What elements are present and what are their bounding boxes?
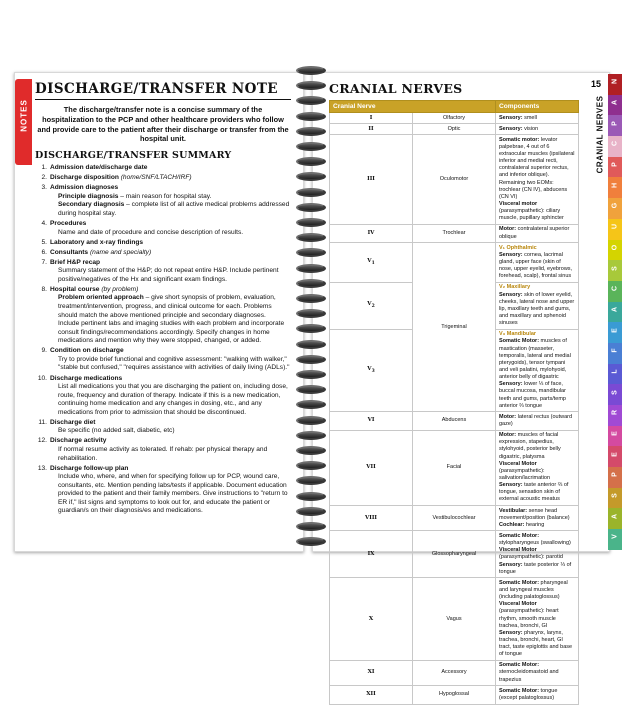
section-heading: DISCHARGE/TRANSFER SUMMARY [35,150,232,162]
index-tab-label: V [611,534,619,540]
nerve-components: Sensory: vision [496,124,579,135]
list-item-title: Discharge diet [50,418,96,426]
cranial-nerves-title: CRANIAL NERVES [329,81,463,96]
spiral-coil [296,476,326,485]
table-row [330,506,579,531]
page-title: DISCHARGE/TRANSFER NOTE [35,81,278,97]
nerve-roman-numeral: XI [330,660,413,685]
list-item-number: 9. [41,347,47,355]
left-page-content [35,81,291,543]
list-item-subline: Include pertinent labs and imaging studies with each problem and incorporate consult findings/recommendations accordingly. Specify changes in home medications and mention why they were stopped, changed, or added. [58,320,285,345]
nerve-name: Olfactory [413,113,496,124]
notes-tab[interactable] [15,79,32,165]
spiral-coil [296,431,326,440]
spiral-coil [296,324,326,333]
list-item-body: Be specific (no added salt, diabetic, etc) [58,427,175,435]
nerve-roman-numeral: I [330,113,413,124]
list-item-number: 3. [41,184,47,192]
table-header-row [330,101,579,113]
nerve-name: Trigeminal [413,243,496,412]
nerve-roman-numeral: $V_1$ [330,243,413,283]
nerve-roman-numeral: III [330,135,413,225]
list-item-title: Hospital course [50,285,100,293]
index-tab-v-22[interactable] [608,529,622,550]
list-item-title: Brief H&P recap [50,258,101,266]
spiral-coil [296,188,326,197]
left-page [14,72,304,552]
nerve-name: Accessory [413,660,496,685]
list-item-title: Condition on discharge [50,347,124,355]
nerve-roman-numeral: IV [330,224,413,242]
spiral-coil [296,370,326,379]
index-tab-label: P [611,472,619,478]
nerve-roman-numeral: IX [330,531,413,578]
list-item-body: Include who, where, and when for specifying follow up for PCP, wound care, consultants, etc. Mention pending labs/tests if applicable. Document education provided to the patient and their family members. Give instructions to "return to ER if," list signs and symptoms to look out for, and educate the patient or guardian/s on their diagnosis/es and medications. [58,473,288,515]
spiral-coil [296,309,326,318]
cranial-nerves-table [329,100,579,705]
spiral-coil [296,400,326,409]
index-tab-label: N [611,79,619,85]
nerve-components: Motor: lateral rectus (outward gaze) [496,412,579,430]
index-tab-label: C [611,286,619,292]
right-page-content [329,81,579,705]
spiral-coil [296,537,326,546]
spiral-coil [296,416,326,425]
list-item [35,419,291,436]
table-row [330,686,579,704]
column-header-components: Components [496,101,579,113]
list-item-body: Try to provide brief functional and cognitive assessment: "walking with walker," "stable but confused," "requires assistance with activities of daily living (ADLs)." [58,355,290,372]
spiral-coil [296,461,326,470]
list-item [35,465,291,516]
spiral-coil [296,385,326,394]
spiral-coil [296,157,326,166]
spiral-coil [296,112,326,121]
list-item [35,286,291,346]
spiral-coil [296,81,326,90]
nerve-name: Vestibulocochlear [413,506,496,531]
index-tab-label: P [611,162,619,167]
right-page [312,72,610,701]
vertical-section-label [592,78,606,198]
page-number: 15 [590,79,601,89]
index-tab-label: E [611,451,619,457]
index-tab-label: U [611,224,619,230]
table-row [330,135,579,225]
table-row [330,113,579,124]
list-item-subline: Problem oriented approach – give short synopsis of problem, evaluation, treatment/intervention, progress, and clinical outcome for each. Problems should match the above mentioned principle and secondary diagnoses. [58,294,276,319]
list-item-title: Discharge activity [50,437,107,445]
index-tab-label: H [611,182,619,188]
list-item [35,174,291,183]
list-item-title: Discharge follow-up plan [50,464,129,472]
nerve-components: V₂ Maxillary Sensory: skin of lower eyelid, cheeks, lateral nose and upper lip, maxillary teeth and gums, and maxillary and sphenoid sinuses [496,282,579,329]
spiral-coil [296,279,326,288]
index-tab-strip[interactable] [608,74,622,550]
list-item-number: 1. [41,164,47,172]
spiral-notebook [14,72,608,701]
list-item-title: Laboratory and x-ray findings [50,238,144,246]
list-item [35,184,291,218]
index-tab-label: A [611,306,619,312]
title-divider [35,99,291,100]
nerve-components: Motor: contralateral superior oblique [496,224,579,242]
list-item-title: Discharge medications [50,374,123,382]
nerve-name: Vagus [413,578,496,661]
list-item-number: 4. [41,219,47,227]
list-item-number: 8. [41,285,47,293]
list-item [35,220,291,237]
spiral-coil [296,355,326,364]
spiral-coil [296,492,326,501]
table-row [330,124,579,135]
list-item-number: 2. [41,174,47,182]
nerve-components: Somatic Motor: sternocleidomastoid and trapezius [496,660,579,685]
list-item-title: Discharge disposition [50,174,119,182]
nerve-name: Optic [413,124,496,135]
nerve-roman-numeral: $V_3$ [330,329,413,412]
list-item-subline: Principle diagnosis – main reason for hospital stay. [58,192,212,200]
index-tab-label: S [611,389,619,395]
nerve-components: Somatic Motor: tongue (except palatoglossus) [496,686,579,704]
spiral-coil [296,66,326,75]
list-item-note: (name and specialty) [89,248,152,256]
nerve-roman-numeral: XII [330,686,413,704]
spiral-coil [296,142,326,151]
nerve-roman-numeral: II [330,124,413,135]
nerve-name: Glossopharyngeal [413,531,496,578]
spiral-coil [296,172,326,181]
nerve-name: Trochlear [413,224,496,242]
list-item-number: 5. [41,238,47,246]
nerve-components: Somatic motor: levator palpebrae, 4 out of 6 extraocular muscles (ipsilateral inferior and medial recti, contralateral superior rectus, and inferior oblique). Remaining two EOMs: trochlear (CN IV), abducens (CN VI) Visceral motor (parasympathetic): ciliary muscle, pupillary sphincter [496,135,579,225]
list-item [35,164,291,173]
notes-tab-label: NOTES [19,99,29,132]
index-tab-label: S [611,265,619,271]
nerve-roman-numeral: VII [330,430,413,505]
list-item-body: Summary statement of the H&P; do not repeat entire H&P. Include pertinent positive/negatives of the Hx and significant exam findings. [58,267,279,283]
index-tab-label: L [611,369,619,374]
index-tab-label: A [611,100,619,106]
list-item-subline: Secondary diagnosis – complete list of all active medical problems addressed during hospital stay. [58,201,290,217]
spiral-coil [296,340,326,349]
list-item-number: 10. [37,374,47,382]
nerve-name: Abducens [413,412,496,430]
table-row [330,224,579,242]
table-row [330,660,579,685]
index-tab-label: E [611,431,619,436]
spiral-binding [296,66,326,558]
nerve-name: Facial [413,430,496,505]
vertical-section-label-text: CRANIAL NERVES [595,95,605,174]
table-row [330,412,579,430]
intro-paragraph: The discharge/transfer note is a concise summary of the hospitalization to the PCP and other healthcare providers who follow and provide care to the patient after their discharge or transfer from the hospital unit. [37,105,289,144]
table-row [330,531,579,578]
list-item [35,437,291,463]
list-item-title: Admission date/discharge date [50,164,148,172]
list-item-note: (home/SNF/LTACH/IRF) [120,174,192,182]
nerve-name: Hypoglossal [413,686,496,704]
spiral-coil [296,127,326,136]
spiral-coil [296,507,326,516]
list-item-title: Admission diagnoses [50,184,119,192]
spiral-coil [296,522,326,531]
nerve-roman-numeral: VIII [330,506,413,531]
list-item-title: Procedures [50,219,87,227]
index-tab-label: F [611,348,619,353]
discharge-summary-list [35,164,291,516]
index-tab-label: G [611,203,619,209]
index-tab-label: C [611,141,619,147]
list-item-number: 7. [41,258,47,266]
index-tab-label: S [611,493,619,498]
list-item-note: (by problem) [101,285,139,293]
nerve-components: V₁ Ophthalmic Sensory: cornea, lacrimal gland, upper face (skin of nose, upper eyelid, eyebrows, forehead, scalp), frontal sinus [496,243,579,283]
spiral-coil [296,96,326,105]
nerve-components: V₃ Mandibular Somatic Motor: muscles of mastication (masseter, temporalis, lateral and medial pterygoids), tensor tympani and veli palatini, mylohyoid, anterior belly of digastric Sensory: lower ⅓ of face, buccal mucosa, mandibular teeth and gums, parts/temp anterior ⅔ tongue [496,329,579,412]
spiral-coil [296,218,326,227]
list-item [35,347,291,373]
spiral-coil [296,446,326,455]
nerve-components: Sensory: smell [496,113,579,124]
table-row [330,243,579,283]
index-tab-label: P [611,120,619,126]
index-tab-label: R [611,410,619,416]
index-tab-label: O [611,244,619,251]
nerve-components: Somatic Motor: pharyngeal and laryngeal muscles (including palatoglossus) Visceral Motor (parasympathetic): heart rhythm, smooth muscle trachea, bronchi, GI Sensory: pharynx, larynx, trachea, bronchi, heart, GI tract, taste epiglottis and base of tongue [496,578,579,661]
list-item [35,239,291,248]
spiral-coil [296,264,326,273]
nerve-roman-numeral: $V_2$ [330,282,413,329]
list-item-body: Name and date of procedure and concise description of results. [58,228,244,236]
list-item-number: 13. [37,464,47,472]
spiral-coil [296,294,326,303]
list-item [35,259,291,285]
list-item-number: 11. [38,418,47,426]
list-item-number: 12. [37,437,47,445]
table-row [330,578,579,661]
list-item [35,249,291,258]
spiral-coil [296,203,326,212]
list-item [35,375,291,418]
index-tab-label: E [611,327,619,333]
spiral-coil [296,233,326,242]
list-item-body: If normal resume activity as tolerated. If rehab: per physical therapy and rehabilitation. [58,446,268,462]
spiral-coil [296,248,326,257]
table-row [330,430,579,505]
list-item-title: Consultants [50,248,89,256]
nerve-components: Somatic Motor: stylopharyngeus (swallowing) Visceral Motor (parasympathetic): parotid Sensory: taste posterior ⅓ of tongue [496,531,579,578]
nerve-name: Oculomotor [413,135,496,225]
nerve-roman-numeral: X [330,578,413,661]
list-item-number: 6. [41,248,47,256]
nerve-components: Vestibular: sense head movement/position (balance) Cochlear: hearing [496,506,579,531]
nerve-roman-numeral: VI [330,412,413,430]
list-item-body: List all medications you that you are discharging the patient on, including dose, route, frequency and duration of therapy. Indicate if this is a new medication, continuing home medication and any changes in dosing, etc., and any medications from prior to admission that should be discontinued. [58,383,288,416]
column-header-cranial-nerve: Cranial Nerve [330,101,496,113]
nerve-components: Motor: muscles of facial expression, stapedius, stylohyoid, posterior belly digastric, platysma Visceral Motor (parasympathetic): salivation/lacrimation Sensory: taste anterior ⅔ of tongue, sensation skin of external acoustic meatus [496,430,579,505]
index-tab-label: A [611,513,619,519]
